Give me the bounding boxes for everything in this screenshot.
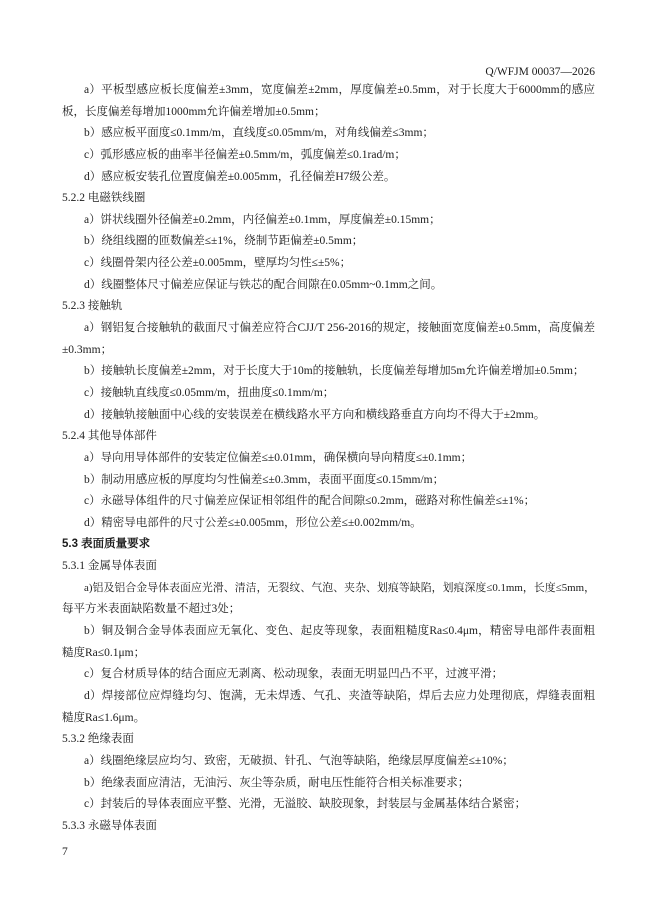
page-number: 7 <box>62 846 68 858</box>
item-5-2-1-a-line-1 <box>62 80 595 102</box>
item-5-3-1-c-line-1 <box>62 664 595 686</box>
document-code: Q/WFJM 00037—2026 <box>485 66 595 78</box>
item-5-2-4-a-line-1 <box>62 448 595 470</box>
section-5-3-3 <box>62 816 595 838</box>
list-item-5-3-2-c <box>62 794 595 816</box>
list-item-5-2-3-c <box>62 383 595 405</box>
item-5-3-1-d-line-2 <box>62 708 595 730</box>
item-text: d）精密导电部件的尺寸公差≤±0.005mm，形位公差≤±0.002mm/m。 <box>84 516 422 529</box>
item-text: c）永磁导体组件的尺寸偏差应保证相邻组件的配合间隙≤0.2mm，磁路对称性偏差≤±1%； <box>84 495 536 508</box>
item-5-2-2-a-line-1 <box>62 210 595 232</box>
list-item-5-2-2-c <box>62 253 595 275</box>
list-item-5-3-1-c <box>62 664 595 686</box>
list-item-5-3-1-d <box>62 686 595 729</box>
item-text: ±0.3mm； <box>62 343 113 356</box>
section-5-3-2 <box>62 729 595 816</box>
section-5-2-1-continued <box>62 80 595 188</box>
item-text: 每平方米表面缺陷数量不超过3处； <box>62 603 241 616</box>
item-text: b）铜及铜合金导体表面应无氧化、变色、起皮等现象，表面粗糙度Ra≤0.4μm，精密导电部件表面粗 <box>84 625 595 638</box>
item-5-3-1-a-line-2 <box>62 599 595 621</box>
item-5-2-3-d-line-1 <box>62 405 595 427</box>
item-5-2-1-b-line-1 <box>62 123 595 145</box>
item-text: 糙度Ra≤1.6μm。 <box>62 711 146 724</box>
item-5-3-2-c-line-1 <box>62 794 595 816</box>
list-item-5-2-4-d <box>62 513 595 535</box>
item-text: a）饼状线圈外径偏差±0.2mm，内径偏差±0.1mm，厚度偏差±0.15mm； <box>84 213 441 226</box>
item-text: b）制动用感应板的厚度均匀性偏差≤±0.3mm，表面平面度≤0.15mm/m； <box>84 473 445 486</box>
item-5-3-1-b-line-2 <box>62 643 595 665</box>
item-5-2-4-c-line-1 <box>62 491 595 513</box>
section-heading-5-3-3: 5.3.3 永磁导体表面 <box>62 819 157 832</box>
list-item-5-2-2-b <box>62 231 595 253</box>
list-item-5-2-2-a <box>62 210 595 232</box>
list-item-5-2-3-a <box>62 318 595 361</box>
list-item-5-3-1-a <box>62 578 595 621</box>
item-5-2-2-d-line-1 <box>62 275 595 297</box>
item-text: 板，长度偏差每增加1000mm允许偏差增加±0.5mm； <box>62 105 326 118</box>
item-text: a）线圈绝缘层应均匀、致密，无破损、针孔、气泡等缺陷，绝缘层厚度偏差≤±10%； <box>84 754 514 767</box>
item-text: 糙度Ra≤0.1μm； <box>62 646 146 659</box>
item-text: c）封装后的导体表面应平整、光滑，无溢胶、缺胶现象，封装层与金属基体结合紧密； <box>84 798 527 811</box>
list-item-5-3-1-b <box>62 621 595 664</box>
item-5-3-1-a-line-1 <box>62 578 595 600</box>
list-item-5-2-1-d <box>62 167 595 189</box>
item-text: c）接触轨直线度≤0.05mm/m，扭曲度≤0.1mm/m； <box>84 386 335 399</box>
list-item-5-3-2-a <box>62 751 595 773</box>
item-5-2-3-a-line-1 <box>62 318 595 340</box>
section-heading-5-2-4: 5.2.4 其他导体部件 <box>62 430 157 443</box>
section-5-3-1 <box>62 556 595 729</box>
item-5-3-1-d-line-1 <box>62 686 595 708</box>
item-5-2-3-b-line-1 <box>62 361 595 383</box>
item-5-2-1-c-line-1 <box>62 145 595 167</box>
item-text: a）导向用导体部件的安装定位偏差≤±0.01mm，确保横向导向精度≤±0.1mm； <box>84 451 473 464</box>
item-5-3-2-a-line-1 <box>62 751 595 773</box>
section-heading-5-2-2: 5.2.2 电磁铁线圈 <box>62 192 146 205</box>
list-item-5-2-1-b <box>62 123 595 145</box>
section-heading-5-3: 5.3 表面质量要求 <box>62 538 151 551</box>
list-item-5-2-4-c <box>62 491 595 513</box>
item-text: a)铝及铝合金导体表面应光滑、清洁，无裂纹、气泡、夹杂、划痕等缺陷，划痕深度≤0.1mm，长度≤5mm， <box>84 581 595 594</box>
item-5-2-2-c-line-1 <box>62 253 595 275</box>
item-text: c）弧形感应板的曲率半径偏差±0.5mm/m，弧度偏差≤0.1rad/m； <box>84 148 406 161</box>
item-5-3-2-b-line-1 <box>62 773 595 795</box>
section-heading-5-2-3: 5.2.3 接触轨 <box>62 300 123 313</box>
item-text: d）线圈整体尺寸偏差应保证与铁芯的配合间隙在0.05mm~0.1mm之间。 <box>84 278 443 291</box>
section-5-2-3 <box>62 296 595 426</box>
item-5-2-3-a-line-2 <box>62 340 595 362</box>
item-text: c）线圈骨架内径公差±0.005mm，壁厚均匀性≤±5%； <box>84 257 352 270</box>
item-text: a）平板型感应板长度偏差±3mm，宽度偏差±2mm，厚度偏差±0.5mm，对于长度大于6000mm的感应 <box>84 84 595 96</box>
list-item-5-2-4-b <box>62 470 595 492</box>
list-item-5-2-1-c <box>62 145 595 167</box>
list-item-5-2-3-d <box>62 405 595 427</box>
item-text: a）钢铝复合接触轨的截面尺寸偏差应符合CJJ/T 256-2016的规定，接触面宽度偏差±0.5mm，高度偏差 <box>84 322 595 335</box>
section-heading-5-3-2: 5.3.2 绝缘表面 <box>62 733 134 746</box>
section-heading-5-3-1: 5.3.1 金属导体表面 <box>62 560 157 573</box>
list-item-5-3-2-b <box>62 773 595 795</box>
item-text: b）接触轨长度偏差±2mm，对于长度大于10m的接触轨，长度偏差每增加5m允许偏差增加±0.5mm； <box>84 365 585 378</box>
item-5-2-2-b-line-1 <box>62 231 595 253</box>
item-5-2-4-b-line-1 <box>62 470 595 492</box>
item-5-2-1-a-line-2 <box>62 102 595 124</box>
item-text: c）复合材质导体的结合面应无剥离、松动现象，表面无明显凹凸不平，过渡平滑； <box>84 668 504 681</box>
section-5-2-4 <box>62 426 595 534</box>
item-5-2-3-c-line-1 <box>62 383 595 405</box>
item-5-3-1-b-line-1 <box>62 621 595 643</box>
item-text: b）绕组线圈的匝数偏差≤±1%，绕制节距偏差±0.5mm； <box>84 235 364 248</box>
section-5-3 <box>62 534 595 556</box>
document-body <box>62 80 595 837</box>
item-text: d）接触轨接触面中心线的安装误差在横线路水平方向和横线路垂直方向均不得大于±2mm。 <box>84 408 546 421</box>
section-5-2-2 <box>62 188 595 296</box>
item-text: d）焊接部位应焊缝均匀、饱满，无未焊透、气孔、夹渣等缺陷，焊后去应力处理彻底，焊缝表面粗 <box>84 689 595 702</box>
list-item-5-2-4-a <box>62 448 595 470</box>
list-item-5-2-2-d <box>62 275 595 297</box>
item-5-2-4-d-line-1 <box>62 513 595 535</box>
item-text: b）感应板平面度≤0.1mm/m，直线度≤0.05mm/m，对角线偏差≤3mm； <box>84 127 434 140</box>
item-text: b）绝缘表面应清洁，无油污、灰尘等杂质，耐电压性能符合相关标准要求； <box>84 776 470 789</box>
item-text: d）感应板安装孔位置度偏差±0.005mm，孔径偏差H7级公差。 <box>84 170 396 183</box>
list-item-5-2-3-b <box>62 361 595 383</box>
item-5-2-1-d-line-1 <box>62 167 595 189</box>
list-item-5-2-1-a <box>62 80 595 123</box>
